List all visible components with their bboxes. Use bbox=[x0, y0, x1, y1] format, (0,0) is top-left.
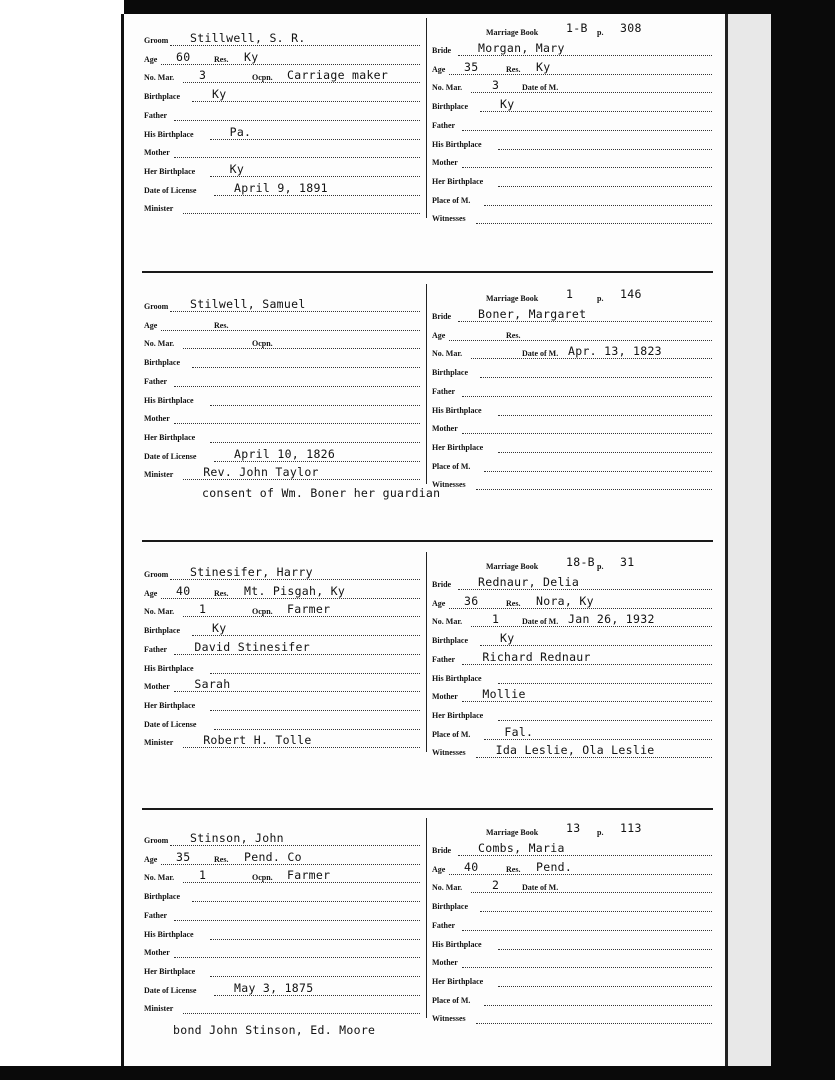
groom-age-value: 40 bbox=[176, 583, 191, 598]
groom-res-value: Ky bbox=[244, 49, 259, 64]
marriage-page-value: 31 bbox=[620, 555, 635, 569]
bride-birthplace-line bbox=[480, 645, 712, 646]
bride-witnesses-line bbox=[476, 757, 712, 758]
bride-birthplace-line bbox=[480, 111, 712, 112]
groom-ocpn-label: Ocpn. bbox=[252, 607, 273, 617]
bride-father-line bbox=[462, 664, 712, 665]
groom-date-of-license-label: Date of License bbox=[144, 185, 197, 195]
groom-name-value: Stilwell, Samuel bbox=[190, 297, 306, 311]
bride-her-birthplace-line bbox=[498, 720, 712, 721]
groom-groom-line bbox=[170, 845, 420, 846]
groom-father-line bbox=[174, 654, 420, 655]
groom-birthplace-value: Ky bbox=[212, 87, 227, 102]
groom-groom-line bbox=[170, 45, 420, 46]
bride-age-label: Age bbox=[432, 64, 446, 74]
bride-father-label: Father bbox=[432, 920, 456, 930]
record-divider bbox=[142, 808, 713, 810]
marriage-book-label: Marriage Book bbox=[486, 294, 539, 303]
bride-date-of-m-label: Date of M. bbox=[522, 617, 559, 627]
bride-bride-line bbox=[458, 321, 712, 322]
bride-date-of-m-label: Date of M. bbox=[522, 883, 559, 893]
groom-mother-line bbox=[174, 691, 420, 692]
bride-her-birthplace-label: Her Birthplace bbox=[432, 976, 484, 986]
groom-his-birthplace-label: His Birthplace bbox=[144, 395, 194, 405]
marriage-page-value: 146 bbox=[620, 287, 642, 301]
groom-groom-label: Groom bbox=[144, 836, 169, 845]
bride-no-mar-label: No. Mar. bbox=[432, 883, 463, 893]
bride-mother-label: Mother bbox=[432, 958, 458, 968]
bride-birthplace-label: Birthplace bbox=[432, 102, 468, 112]
groom-date-of-license-value: April 10, 1826 bbox=[234, 446, 336, 461]
groom-minister-value: Rev. John Taylor bbox=[203, 465, 319, 480]
bride-father-line bbox=[462, 130, 712, 131]
groom-age-line bbox=[161, 64, 420, 65]
bride-res-value: Ky bbox=[536, 59, 551, 74]
bride-his-birthplace-label: His Birthplace bbox=[432, 939, 482, 949]
scan-margin-left bbox=[0, 0, 124, 1080]
groom-date-of-license-label: Date of License bbox=[144, 451, 197, 461]
groom-groom-label: Groom bbox=[144, 302, 169, 311]
groom-his-birthplace-line bbox=[210, 673, 420, 674]
groom-his-birthplace-value: Pa. bbox=[229, 124, 252, 139]
column-separator bbox=[426, 284, 427, 484]
groom-no-mar-value: 3 bbox=[199, 68, 207, 83]
groom-no-mar-label: No. Mar. bbox=[144, 873, 175, 883]
groom-his-birthplace-line bbox=[210, 939, 420, 940]
bride-name-value: Boner, Margaret bbox=[478, 307, 587, 321]
bride-no-mar-line bbox=[471, 892, 712, 893]
marriage-book-label: Marriage Book bbox=[486, 28, 539, 37]
page-edge-left bbox=[121, 14, 124, 1066]
groom-father-label: Father bbox=[144, 910, 168, 920]
bride-age-line bbox=[449, 608, 712, 609]
groom-his-birthplace-line bbox=[210, 405, 420, 406]
groom-ocpn-label: Ocpn. bbox=[252, 73, 273, 83]
groom-father-label: Father bbox=[144, 376, 168, 386]
groom-mother-value: Sarah bbox=[194, 677, 231, 692]
marriage-page-value: 308 bbox=[620, 21, 642, 35]
bride-birthplace-label: Birthplace bbox=[432, 902, 468, 912]
marriage-page-value: 113 bbox=[620, 821, 642, 835]
groom-age-value: 35 bbox=[176, 849, 191, 864]
groom-birthplace-label: Birthplace bbox=[144, 626, 180, 636]
bride-name-value: Morgan, Mary bbox=[478, 41, 565, 55]
groom-mother-line bbox=[174, 423, 420, 424]
groom-ocpn-label: Ocpn. bbox=[252, 873, 273, 883]
groom-minister-line bbox=[183, 747, 420, 748]
groom-mother-line bbox=[174, 157, 420, 158]
groom-father-line bbox=[174, 386, 420, 387]
bride-no-mar-label: No. Mar. bbox=[432, 617, 463, 627]
groom-age-label: Age bbox=[144, 320, 158, 330]
groom-res-label: Res. bbox=[214, 588, 229, 598]
bride-date-of-m-value: Apr. 13, 1823 bbox=[568, 344, 662, 359]
groom-father-value: David Stinesifer bbox=[194, 639, 310, 654]
scan-border-right bbox=[771, 0, 835, 1080]
bride-date-of-m-label: Date of M. bbox=[522, 83, 559, 93]
scan-border-top bbox=[0, 0, 835, 14]
groom-date-of-license-label: Date of License bbox=[144, 985, 197, 995]
groom-ocpn-label: Ocpn. bbox=[252, 339, 273, 349]
groom-no-mar-label: No. Mar. bbox=[144, 607, 175, 617]
bride-her-birthplace-line bbox=[498, 186, 712, 187]
bride-his-birthplace-line bbox=[498, 683, 712, 684]
bride-no-mar-line bbox=[471, 626, 712, 627]
groom-her-birthplace-line bbox=[210, 442, 420, 443]
groom-no-mar-value: 1 bbox=[199, 868, 207, 883]
groom-ocpn-value: Farmer bbox=[287, 868, 331, 883]
bride-no-mar-label: No. Mar. bbox=[432, 349, 463, 359]
groom-father-line bbox=[174, 120, 420, 121]
groom-res-label: Res. bbox=[214, 320, 229, 330]
groom-birthplace-line bbox=[192, 635, 420, 636]
groom-minister-label: Minister bbox=[144, 470, 174, 480]
bride-birthplace-label: Birthplace bbox=[432, 368, 468, 378]
bride-age-value: 36 bbox=[464, 593, 479, 608]
bride-her-birthplace-label: Her Birthplace bbox=[432, 176, 484, 186]
groom-age-line bbox=[161, 598, 420, 599]
bride-father-value: Richard Rednaur bbox=[482, 649, 591, 664]
groom-birthplace-label: Birthplace bbox=[144, 892, 180, 902]
scan-margin-right bbox=[727, 14, 771, 1066]
groom-mother-label: Mother bbox=[144, 948, 170, 958]
bride-witnesses-label: Witnesses bbox=[432, 1014, 466, 1024]
bride-bride-line bbox=[458, 55, 712, 56]
groom-birthplace-line bbox=[192, 367, 420, 368]
bride-no-mar-value: 2 bbox=[492, 878, 500, 893]
column-separator bbox=[426, 552, 427, 752]
bride-res-value: Pend. bbox=[536, 859, 573, 874]
groom-mother-label: Mother bbox=[144, 148, 170, 158]
groom-age-value: 60 bbox=[176, 49, 191, 64]
bride-place-of-m-label: Place of M. bbox=[432, 729, 471, 739]
groom-minister-line bbox=[183, 213, 420, 214]
groom-father-label: Father bbox=[144, 110, 168, 120]
groom-age-label: Age bbox=[144, 54, 158, 64]
bride-witnesses-line bbox=[476, 1023, 712, 1024]
groom-res-label: Res. bbox=[214, 54, 229, 64]
bride-bride-label: Bride bbox=[432, 312, 452, 321]
bride-mother-line bbox=[462, 433, 712, 434]
record-divider bbox=[142, 271, 713, 273]
groom-his-birthplace-label: His Birthplace bbox=[144, 663, 194, 673]
groom-groom-line bbox=[170, 311, 420, 312]
bride-place-of-m-value: Fal. bbox=[504, 724, 534, 739]
column-separator bbox=[426, 18, 427, 218]
bride-his-birthplace-line bbox=[498, 949, 712, 950]
bride-witnesses-line bbox=[476, 489, 712, 490]
groom-groom-label: Groom bbox=[144, 36, 169, 45]
bride-his-birthplace-line bbox=[498, 149, 712, 150]
groom-his-birthplace-line bbox=[210, 139, 420, 140]
groom-mother-label: Mother bbox=[144, 414, 170, 424]
bride-father-line bbox=[462, 930, 712, 931]
groom-her-birthplace-label: Her Birthplace bbox=[144, 166, 196, 176]
bride-mother-line bbox=[462, 967, 712, 968]
bride-mother-label: Mother bbox=[432, 692, 458, 702]
page-edge-right bbox=[725, 14, 728, 1066]
bride-place-of-m-line bbox=[484, 471, 712, 472]
bride-res-label: Res. bbox=[506, 864, 521, 874]
bride-no-mar-value: 3 bbox=[492, 78, 500, 93]
bride-mother-line bbox=[462, 701, 712, 702]
bride-name-value: Rednaur, Delia bbox=[478, 575, 580, 589]
bride-res-value: Nora, Ky bbox=[536, 593, 594, 608]
marriage-book-value: 18-B bbox=[566, 555, 595, 569]
bride-birthplace-line bbox=[480, 911, 712, 912]
bride-place-of-m-label: Place of M. bbox=[432, 995, 471, 1005]
groom-age-line bbox=[161, 864, 420, 865]
groom-date-of-license-line bbox=[214, 995, 420, 996]
bride-age-label: Age bbox=[432, 864, 446, 874]
groom-groom-line bbox=[170, 579, 420, 580]
bride-mother-label: Mother bbox=[432, 158, 458, 168]
groom-no-mar-label: No. Mar. bbox=[144, 339, 175, 349]
bride-age-label: Age bbox=[432, 598, 446, 608]
groom-her-birthplace-label: Her Birthplace bbox=[144, 966, 196, 976]
bride-age-line bbox=[449, 340, 712, 341]
bride-her-birthplace-line bbox=[498, 986, 712, 987]
groom-her-birthplace-label: Her Birthplace bbox=[144, 432, 196, 442]
bride-name-value: Combs, Maria bbox=[478, 841, 565, 855]
bride-mother-value: Mollie bbox=[482, 687, 526, 702]
bride-witnesses-label: Witnesses bbox=[432, 480, 466, 490]
groom-her-birthplace-line bbox=[210, 976, 420, 977]
bride-his-birthplace-line bbox=[498, 415, 712, 416]
record-note: bond John Stinson, Ed. Moore bbox=[173, 1023, 376, 1037]
groom-no-mar-value: 1 bbox=[199, 602, 207, 617]
groom-no-mar-line bbox=[183, 616, 420, 617]
bride-mother-line bbox=[462, 167, 712, 168]
marriage-page-label: p. bbox=[597, 294, 604, 303]
record-divider bbox=[142, 540, 713, 542]
groom-her-birthplace-value: Ky bbox=[229, 161, 245, 176]
bride-father-label: Father bbox=[432, 654, 456, 664]
groom-age-line bbox=[161, 330, 420, 331]
bride-her-birthplace-label: Her Birthplace bbox=[432, 442, 484, 452]
bride-age-line bbox=[449, 74, 712, 75]
bride-place-of-m-line bbox=[484, 739, 712, 740]
groom-res-value: Pend. Co bbox=[244, 849, 302, 864]
bride-res-label: Res. bbox=[506, 598, 521, 608]
groom-no-mar-line bbox=[183, 882, 420, 883]
bride-witnesses-line bbox=[476, 223, 712, 224]
groom-date-of-license-label: Date of License bbox=[144, 719, 197, 729]
bride-his-birthplace-label: His Birthplace bbox=[432, 139, 482, 149]
bride-res-label: Res. bbox=[506, 64, 521, 74]
bride-her-birthplace-label: Her Birthplace bbox=[432, 710, 484, 720]
bride-birthplace-line bbox=[480, 377, 712, 378]
marriage-book-value: 1 bbox=[566, 287, 574, 301]
bride-mother-label: Mother bbox=[432, 424, 458, 434]
marriage-page-label: p. bbox=[597, 28, 604, 37]
marriage-book-value: 1-B bbox=[566, 21, 588, 35]
bride-birthplace-value: Ky bbox=[500, 631, 515, 646]
groom-name-value: Stillwell, S. R. bbox=[190, 31, 306, 45]
groom-minister-line bbox=[183, 1013, 420, 1014]
marriage-book-label: Marriage Book bbox=[486, 828, 539, 837]
scan-border-bottom bbox=[0, 1066, 835, 1080]
groom-her-birthplace-line bbox=[210, 176, 420, 177]
bride-date-of-m-value: Jan 26, 1932 bbox=[568, 612, 655, 627]
bride-place-of-m-line bbox=[484, 205, 712, 206]
bride-bride-label: Bride bbox=[432, 580, 452, 589]
bride-no-mar-line bbox=[471, 358, 712, 359]
groom-name-value: Stinson, John bbox=[190, 831, 284, 845]
groom-his-birthplace-label: His Birthplace bbox=[144, 129, 194, 139]
groom-ocpn-value: Carriage maker bbox=[287, 68, 389, 83]
bride-birthplace-label: Birthplace bbox=[432, 636, 468, 646]
groom-birthplace-line bbox=[192, 101, 420, 102]
groom-mother-label: Mother bbox=[144, 682, 170, 692]
bride-father-label: Father bbox=[432, 120, 456, 130]
groom-minister-value: Robert H. Tolle bbox=[203, 733, 312, 748]
groom-mother-line bbox=[174, 957, 420, 958]
bride-place-of-m-label: Place of M. bbox=[432, 195, 471, 205]
groom-birthplace-label: Birthplace bbox=[144, 358, 180, 368]
bride-no-mar-label: No. Mar. bbox=[432, 83, 463, 93]
bride-witnesses-value: Ida Leslie, Ola Leslie bbox=[495, 743, 655, 758]
groom-date-of-license-value: April 9, 1891 bbox=[234, 180, 328, 195]
groom-date-of-license-line bbox=[214, 461, 420, 462]
bride-age-value: 35 bbox=[464, 59, 479, 74]
groom-his-birthplace-label: His Birthplace bbox=[144, 929, 194, 939]
groom-ocpn-value: Farmer bbox=[287, 602, 331, 617]
groom-groom-label: Groom bbox=[144, 570, 169, 579]
groom-her-birthplace-line bbox=[210, 710, 420, 711]
groom-father-line bbox=[174, 920, 420, 921]
bride-age-value: 40 bbox=[464, 859, 479, 874]
bride-birthplace-value: Ky bbox=[500, 97, 515, 112]
bride-father-label: Father bbox=[432, 386, 456, 396]
groom-res-label: Res. bbox=[214, 854, 229, 864]
groom-minister-line bbox=[183, 479, 420, 480]
groom-her-birthplace-label: Her Birthplace bbox=[144, 700, 196, 710]
bride-witnesses-label: Witnesses bbox=[432, 748, 466, 758]
bride-place-of-m-label: Place of M. bbox=[432, 461, 471, 471]
groom-minister-label: Minister bbox=[144, 1004, 174, 1014]
marriage-page-label: p. bbox=[597, 828, 604, 837]
bride-bride-label: Bride bbox=[432, 846, 452, 855]
bride-date-of-m-label: Date of M. bbox=[522, 349, 559, 359]
bride-witnesses-label: Witnesses bbox=[432, 214, 466, 224]
groom-birthplace-label: Birthplace bbox=[144, 92, 180, 102]
groom-no-mar-line bbox=[183, 82, 420, 83]
groom-birthplace-line bbox=[192, 901, 420, 902]
groom-age-label: Age bbox=[144, 854, 158, 864]
groom-minister-label: Minister bbox=[144, 738, 174, 748]
bride-bride-label: Bride bbox=[432, 46, 452, 55]
bride-age-label: Age bbox=[432, 330, 446, 340]
bride-father-line bbox=[462, 396, 712, 397]
marriage-book-value: 13 bbox=[566, 821, 581, 835]
bride-res-label: Res. bbox=[506, 330, 521, 340]
bride-place-of-m-line bbox=[484, 1005, 712, 1006]
bride-bride-line bbox=[458, 589, 712, 590]
groom-date-of-license-line bbox=[214, 195, 420, 196]
groom-no-mar-label: No. Mar. bbox=[144, 73, 175, 83]
column-separator bbox=[426, 818, 427, 1018]
groom-res-value: Mt. Pisgah, Ky bbox=[244, 583, 346, 598]
bride-her-birthplace-line bbox=[498, 452, 712, 453]
bride-age-line bbox=[449, 874, 712, 875]
groom-date-of-license-line bbox=[214, 729, 420, 730]
groom-birthplace-value: Ky bbox=[212, 621, 227, 636]
bride-bride-line bbox=[458, 855, 712, 856]
groom-father-label: Father bbox=[144, 644, 168, 654]
bride-no-mar-value: 1 bbox=[492, 612, 500, 627]
groom-age-label: Age bbox=[144, 588, 158, 598]
bride-his-birthplace-label: His Birthplace bbox=[432, 405, 482, 415]
marriage-book-label: Marriage Book bbox=[486, 562, 539, 571]
bride-no-mar-line bbox=[471, 92, 712, 93]
bride-his-birthplace-label: His Birthplace bbox=[432, 673, 482, 683]
marriage-page-label: p. bbox=[597, 562, 604, 571]
groom-no-mar-line bbox=[183, 348, 420, 349]
groom-name-value: Stinesifer, Harry bbox=[190, 565, 313, 579]
groom-minister-label: Minister bbox=[144, 204, 174, 214]
groom-date-of-license-value: May 3, 1875 bbox=[234, 980, 314, 995]
record-note: consent of Wm. Boner her guardian bbox=[202, 486, 441, 500]
